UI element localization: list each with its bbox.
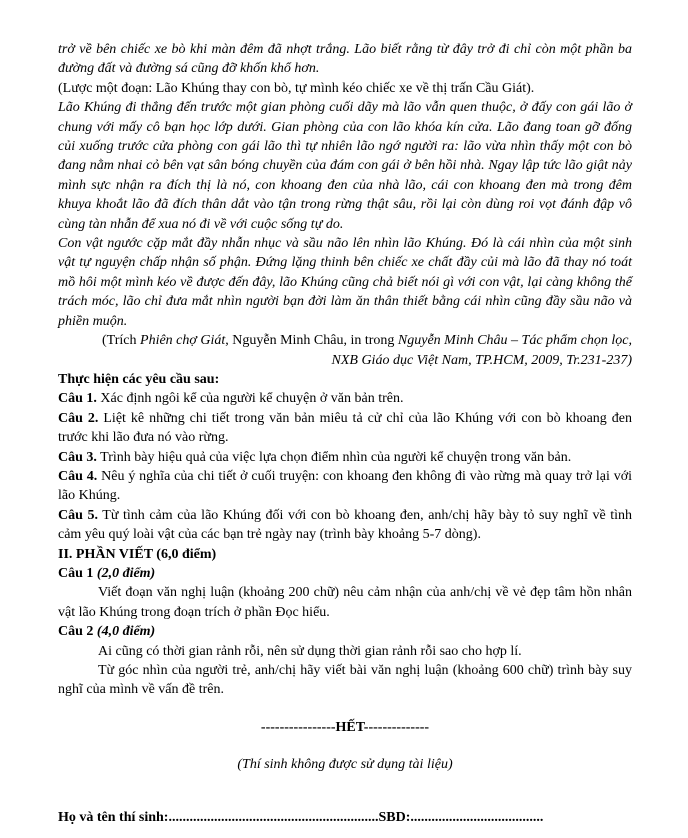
question-label: Câu 5.	[58, 507, 98, 523]
writing-question-2-text: Từ góc nhìn của người trẻ, anh/chị hãy viết bài văn nghị luận (khoảng 600 chữ) trình bày suy nghĩ của mình về vấn đề trên.	[58, 663, 632, 698]
question-text: Từ tình cảm của lão Khúng đối với con bò khoang đen, anh/chị hãy bày tỏ suy nghĩ về tình cảm yêu quý loài vật của các bạn trẻ ngày nay (trình bày khoảng 5-7 dòng).	[58, 507, 632, 543]
question-points: (2,0 điểm)	[96, 565, 156, 581]
questions-heading: Thực hiện các yêu cầu sau:	[58, 371, 220, 387]
candidate-info-line	[58, 808, 632, 827]
candidate-name-label: Họ và tên thí sinh:	[58, 810, 169, 825]
question-3	[58, 448, 632, 467]
question-label: Câu 2	[58, 624, 97, 640]
candidate-number-label: SBD:	[378, 810, 411, 825]
passage-paragraph-3: Con vật ngước cặp mắt đầy nhẫn nhục và sầu não lên nhìn lão Khúng. Đó là cái nhìn của một sinh vật tự nguyện chấp nhận số phận. Đứng lặng thinh bên chiếc xe chất đầy củi mà lão đã thay nó toát mồ hôi một mình kéo về được đến đây, lão Khúng cũng chả biết nói gì với con vật, lại càng không thể trách móc, lão chỉ đưa mắt nhìn người bạn đời làm ăn thân thiết bằng cái nhìn cũng đầy sầu não và phiền muộn.	[58, 236, 632, 329]
exam-content	[58, 40, 632, 775]
source-open: (Trích	[102, 333, 141, 349]
passage-paragraph-1: trở về bên chiếc xe bò khi màn đêm đã nhợt trắng. Lão biết rằng từ đây trở đi chỉ còn một phần ba đường đất và đường sá cũng đỡ khốn khổ hơn.	[58, 42, 632, 77]
question-2	[58, 409, 632, 448]
source-author: , Nguyễn Minh Châu, in trong	[225, 333, 398, 349]
writing-question-2-prompt: Ai cũng có thời gian rảnh rỗi, nên sử dụng thời gian rảnh rỗi sao cho hợp lí.	[98, 643, 522, 659]
question-text: Nêu ý nghĩa của chi tiết ở cuối truyện: con khoang đen không đi vào rừng mà quay trở lại với lão Khúng.	[58, 468, 632, 504]
question-label: Câu 1.	[58, 391, 97, 407]
question-4	[58, 467, 632, 506]
question-1	[58, 389, 632, 408]
question-label: Câu 1	[58, 565, 97, 581]
candidate-number-blank[interactable]: ......................................	[410, 810, 544, 825]
end-mark: ----------------HẾT--------------	[260, 719, 430, 735]
writing-question-1-title	[58, 564, 632, 583]
writing-heading: II. PHẦN VIẾT (6,0 điểm)	[58, 546, 217, 562]
passage-omitted-note: (Lược một đoạn: Lão Khúng thay con bò, tự mình kéo chiếc xe về thị trấn Cầu Giát).	[58, 80, 535, 96]
source-work-title: Phiên chợ Giát	[140, 333, 226, 349]
question-label: Câu 2.	[58, 410, 99, 426]
source-book: Nguyễn Minh Châu – Tác phẩm chọn lọc, NXB Giáo dục Việt Nam, TP.HCM, 2009, Tr.231-237)	[331, 333, 632, 368]
candidate-name-blank[interactable]: ............................................................	[168, 810, 379, 825]
question-text: Liệt kê những chi tiết trong văn bản miêu tả cử chỉ của lão Khúng với con bò khoang đen trước khi lão đưa nó vào rừng.	[58, 410, 632, 446]
question-text: Xác định ngôi kể của người kể chuyện ở văn bản trên.	[96, 391, 404, 407]
question-5	[58, 506, 632, 545]
writing-question-1-text: Viết đoạn văn nghị luận (khoảng 200 chữ) nêu cảm nhận của anh/chị về vẻ đẹp tâm hồn nhân vật lão Khúng trong đoạn trích ở phần Đọc hiểu.	[58, 585, 632, 620]
passage-paragraph-2: Lão Khúng đi thẳng đến trước một gian phòng cuối dãy mà lão vẫn quen thuộc, ở đấy con gái lão ở chung với mấy cô bạn học lớp dưới. Gian phòng của con lão khóa kín cửa. Lão đang toan gỡ đống củi xuống trước cửa phòng con gái lão thì tự nhiên lão ngớ người ra: lão vừa nhìn thấy một con bò đang nằm nhai cỏ bên vạt sân bóng chuyền của đám con gái ở bên hồi nhà. Ngay lập tức lão giật nảy mình sực nhận ra đích thị là nó, con khoang đen của nhà lão, cái con khoang đen mà trong đêm khuya khoắt lão đã đích thân dắt vào tận trong rừng thật sâu, rồi lại còn dùng roi vọt đánh đập vô cùng tàn nhẫn để xua nó đi về với cuộc sống tự do.	[58, 100, 632, 232]
question-label: Câu 3.	[58, 449, 97, 465]
question-text: Trình bày hiệu quả của việc lựa chọn điểm nhìn của người kể chuyện trong văn bản.	[96, 449, 572, 465]
question-label: Câu 4.	[58, 468, 98, 484]
writing-question-2-title	[58, 622, 632, 641]
passage-source	[58, 331, 632, 370]
exam-note: (Thí sinh không được sử dụng tài liệu)	[237, 757, 453, 773]
question-points: (4,0 điểm)	[96, 624, 156, 640]
